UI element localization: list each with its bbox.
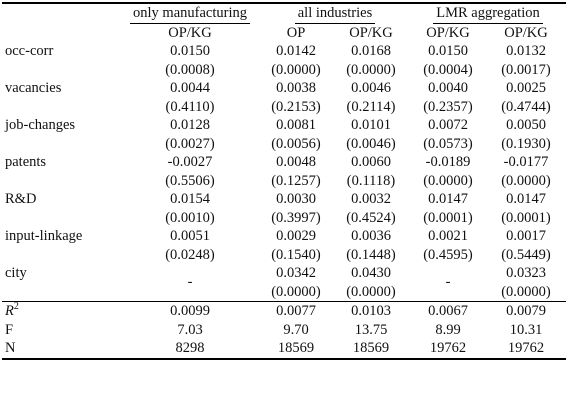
se-value: (0.1118) xyxy=(346,172,396,189)
coef-value: 0.0029 xyxy=(276,228,316,244)
coef-value: 0.0168 xyxy=(351,43,391,59)
method-header: OP/KG xyxy=(168,24,212,41)
se-value: (0.0000) xyxy=(346,283,396,300)
method-header: OP/KG xyxy=(426,24,470,41)
stat-value: 0.0103 xyxy=(332,302,410,321)
stat-value: 10.31 xyxy=(509,321,543,338)
se-value: (0.0000) xyxy=(501,172,551,189)
se-value: (0.0000) xyxy=(346,61,396,78)
coef-value: 0.0147 xyxy=(506,191,546,207)
stat-value: 19762 xyxy=(410,339,486,359)
variable-label: R&D xyxy=(5,191,37,207)
se-value: (0.4524) xyxy=(346,209,396,226)
se-row xyxy=(2,61,566,80)
coef-value: 0.0046 xyxy=(351,80,391,96)
group-header-only-manufacturing: only manufacturing xyxy=(120,3,260,24)
stat-value: 7.03 xyxy=(177,321,203,338)
se-value: (0.0001) xyxy=(501,209,551,226)
method-header: OP/KG xyxy=(349,24,393,41)
coef-value: 0.0128 xyxy=(170,117,210,133)
coef-value: -0.0027 xyxy=(167,154,213,170)
stat-value: 8.99 xyxy=(435,321,461,338)
stat-value: 0.0099 xyxy=(120,302,260,321)
se-value: (0.0573) xyxy=(423,135,473,152)
coef-row xyxy=(2,227,566,246)
stat-value: 19762 xyxy=(486,339,566,359)
se-value: (0.5449) xyxy=(501,246,551,263)
coef-value: 0.0150 xyxy=(170,43,210,59)
stat-value: 18569 xyxy=(260,339,332,359)
coef-value: 0.0050 xyxy=(506,117,546,133)
coef-value: 0.0036 xyxy=(351,228,391,244)
coef-value: 0.0017 xyxy=(506,228,546,244)
se-value: (0.2114) xyxy=(346,98,396,115)
se-value: (0.0001) xyxy=(423,209,473,226)
se-value: (0.0000) xyxy=(423,172,473,189)
coef-value: 0.0048 xyxy=(276,154,316,170)
coef-value: 0.0030 xyxy=(276,191,316,207)
stat-value: 18569 xyxy=(332,339,410,359)
se-row xyxy=(2,172,566,191)
coef-value: 0.0051 xyxy=(170,228,210,244)
regression-table-view xyxy=(0,2,568,395)
se-value: (0.5506) xyxy=(165,172,215,189)
coef-value-dash: - xyxy=(187,274,193,291)
coef-row xyxy=(2,153,566,172)
se-value: (0.4744) xyxy=(501,98,551,115)
se-stub xyxy=(2,61,120,80)
variable-label: occ-corr xyxy=(5,43,54,59)
stat-value: 9.70 xyxy=(283,321,309,338)
method-header: OP/KG xyxy=(504,24,548,41)
coef-value-dash: - xyxy=(445,274,451,291)
se-value: (0.0017) xyxy=(501,61,551,78)
method-header-row xyxy=(2,24,566,43)
coef-value: 0.0038 xyxy=(276,80,316,96)
stat-row xyxy=(2,302,566,321)
variable-label: vacancies xyxy=(5,80,62,96)
coef-row xyxy=(2,42,566,61)
coef-value: 0.0040 xyxy=(428,80,468,96)
stub-header xyxy=(2,3,120,24)
se-stub xyxy=(2,98,120,117)
stat-value: 0.0079 xyxy=(486,302,566,321)
coef-value: 0.0323 xyxy=(506,265,546,281)
se-value: (0.3997) xyxy=(271,209,321,226)
se-value: (0.0248) xyxy=(165,246,215,263)
se-row xyxy=(2,98,566,117)
coef-row xyxy=(2,190,566,209)
se-value: (0.2153) xyxy=(271,98,321,115)
coef-value: 0.0021 xyxy=(428,228,468,244)
coef-value: -0.0177 xyxy=(503,154,549,170)
se-value: (0.2357) xyxy=(423,98,473,115)
coef-value: 0.0032 xyxy=(351,191,391,207)
coef-value: 0.0430 xyxy=(351,265,391,281)
group-header-lmr-aggregation: LMR aggregation xyxy=(410,3,566,24)
variable-label: city xyxy=(5,265,27,281)
stat-label: $R^2$ xyxy=(2,302,120,321)
stat-row xyxy=(2,321,566,340)
se-value: (0.0000) xyxy=(501,283,551,300)
se-row xyxy=(2,246,566,265)
coef-row xyxy=(2,79,566,98)
variable-label: input-linkage xyxy=(5,228,83,244)
coef-value: 0.0072 xyxy=(428,117,468,133)
coef-value: 0.0147 xyxy=(428,191,468,207)
coef-value: 0.0101 xyxy=(351,117,391,133)
se-value: (0.1540) xyxy=(271,246,321,263)
se-stub xyxy=(2,209,120,228)
se-row xyxy=(2,209,566,228)
group-header-all-industries: all industries xyxy=(260,3,410,24)
coef-value: 0.0154 xyxy=(170,191,210,207)
coef-row-city xyxy=(2,264,566,283)
se-value: (0.1930) xyxy=(501,135,551,152)
coef-value: 0.0150 xyxy=(428,43,468,59)
se-stub xyxy=(2,172,120,191)
se-value: (0.0000) xyxy=(271,61,321,78)
se-stub xyxy=(2,283,120,302)
se-value: (0.0056) xyxy=(271,135,321,152)
stat-value: 0.0067 xyxy=(410,302,486,321)
se-value: (0.4595) xyxy=(423,246,473,263)
se-value: (0.0000) xyxy=(271,283,321,300)
stat-label: N xyxy=(2,339,120,359)
stub-header-2 xyxy=(2,24,120,43)
coef-value: 0.0025 xyxy=(506,80,546,96)
se-value: (0.1257) xyxy=(271,172,321,189)
coef-value: 0.0081 xyxy=(276,117,316,133)
method-header: OP xyxy=(286,24,306,41)
group-header-row xyxy=(2,3,566,24)
se-value: (0.0008) xyxy=(165,61,215,78)
coef-value: 0.0060 xyxy=(351,154,391,170)
stat-value: 0.0077 xyxy=(260,302,332,321)
coef-value: -0.0189 xyxy=(425,154,471,170)
coef-value: 0.0044 xyxy=(170,80,210,96)
coef-value: 0.0342 xyxy=(276,265,316,281)
regression-table xyxy=(2,2,566,360)
se-value: (0.0027) xyxy=(165,135,215,152)
se-value: (0.0046) xyxy=(346,135,396,152)
se-value: (0.0010) xyxy=(165,209,215,226)
variable-label: job-changes xyxy=(5,117,76,133)
se-value: (0.4110) xyxy=(165,98,215,115)
se-row xyxy=(2,135,566,154)
se-stub xyxy=(2,135,120,154)
coef-value: 0.0132 xyxy=(506,43,546,59)
se-value: (0.1448) xyxy=(346,246,396,263)
stat-label: F xyxy=(5,321,14,338)
se-value: (0.0004) xyxy=(423,61,473,78)
se-stub xyxy=(2,246,120,265)
stat-value: 13.75 xyxy=(354,321,388,338)
stat-row xyxy=(2,339,566,359)
variable-label: patents xyxy=(5,154,47,170)
stat-value: 8298 xyxy=(120,339,260,359)
coef-row xyxy=(2,116,566,135)
coef-value: 0.0142 xyxy=(276,43,316,59)
